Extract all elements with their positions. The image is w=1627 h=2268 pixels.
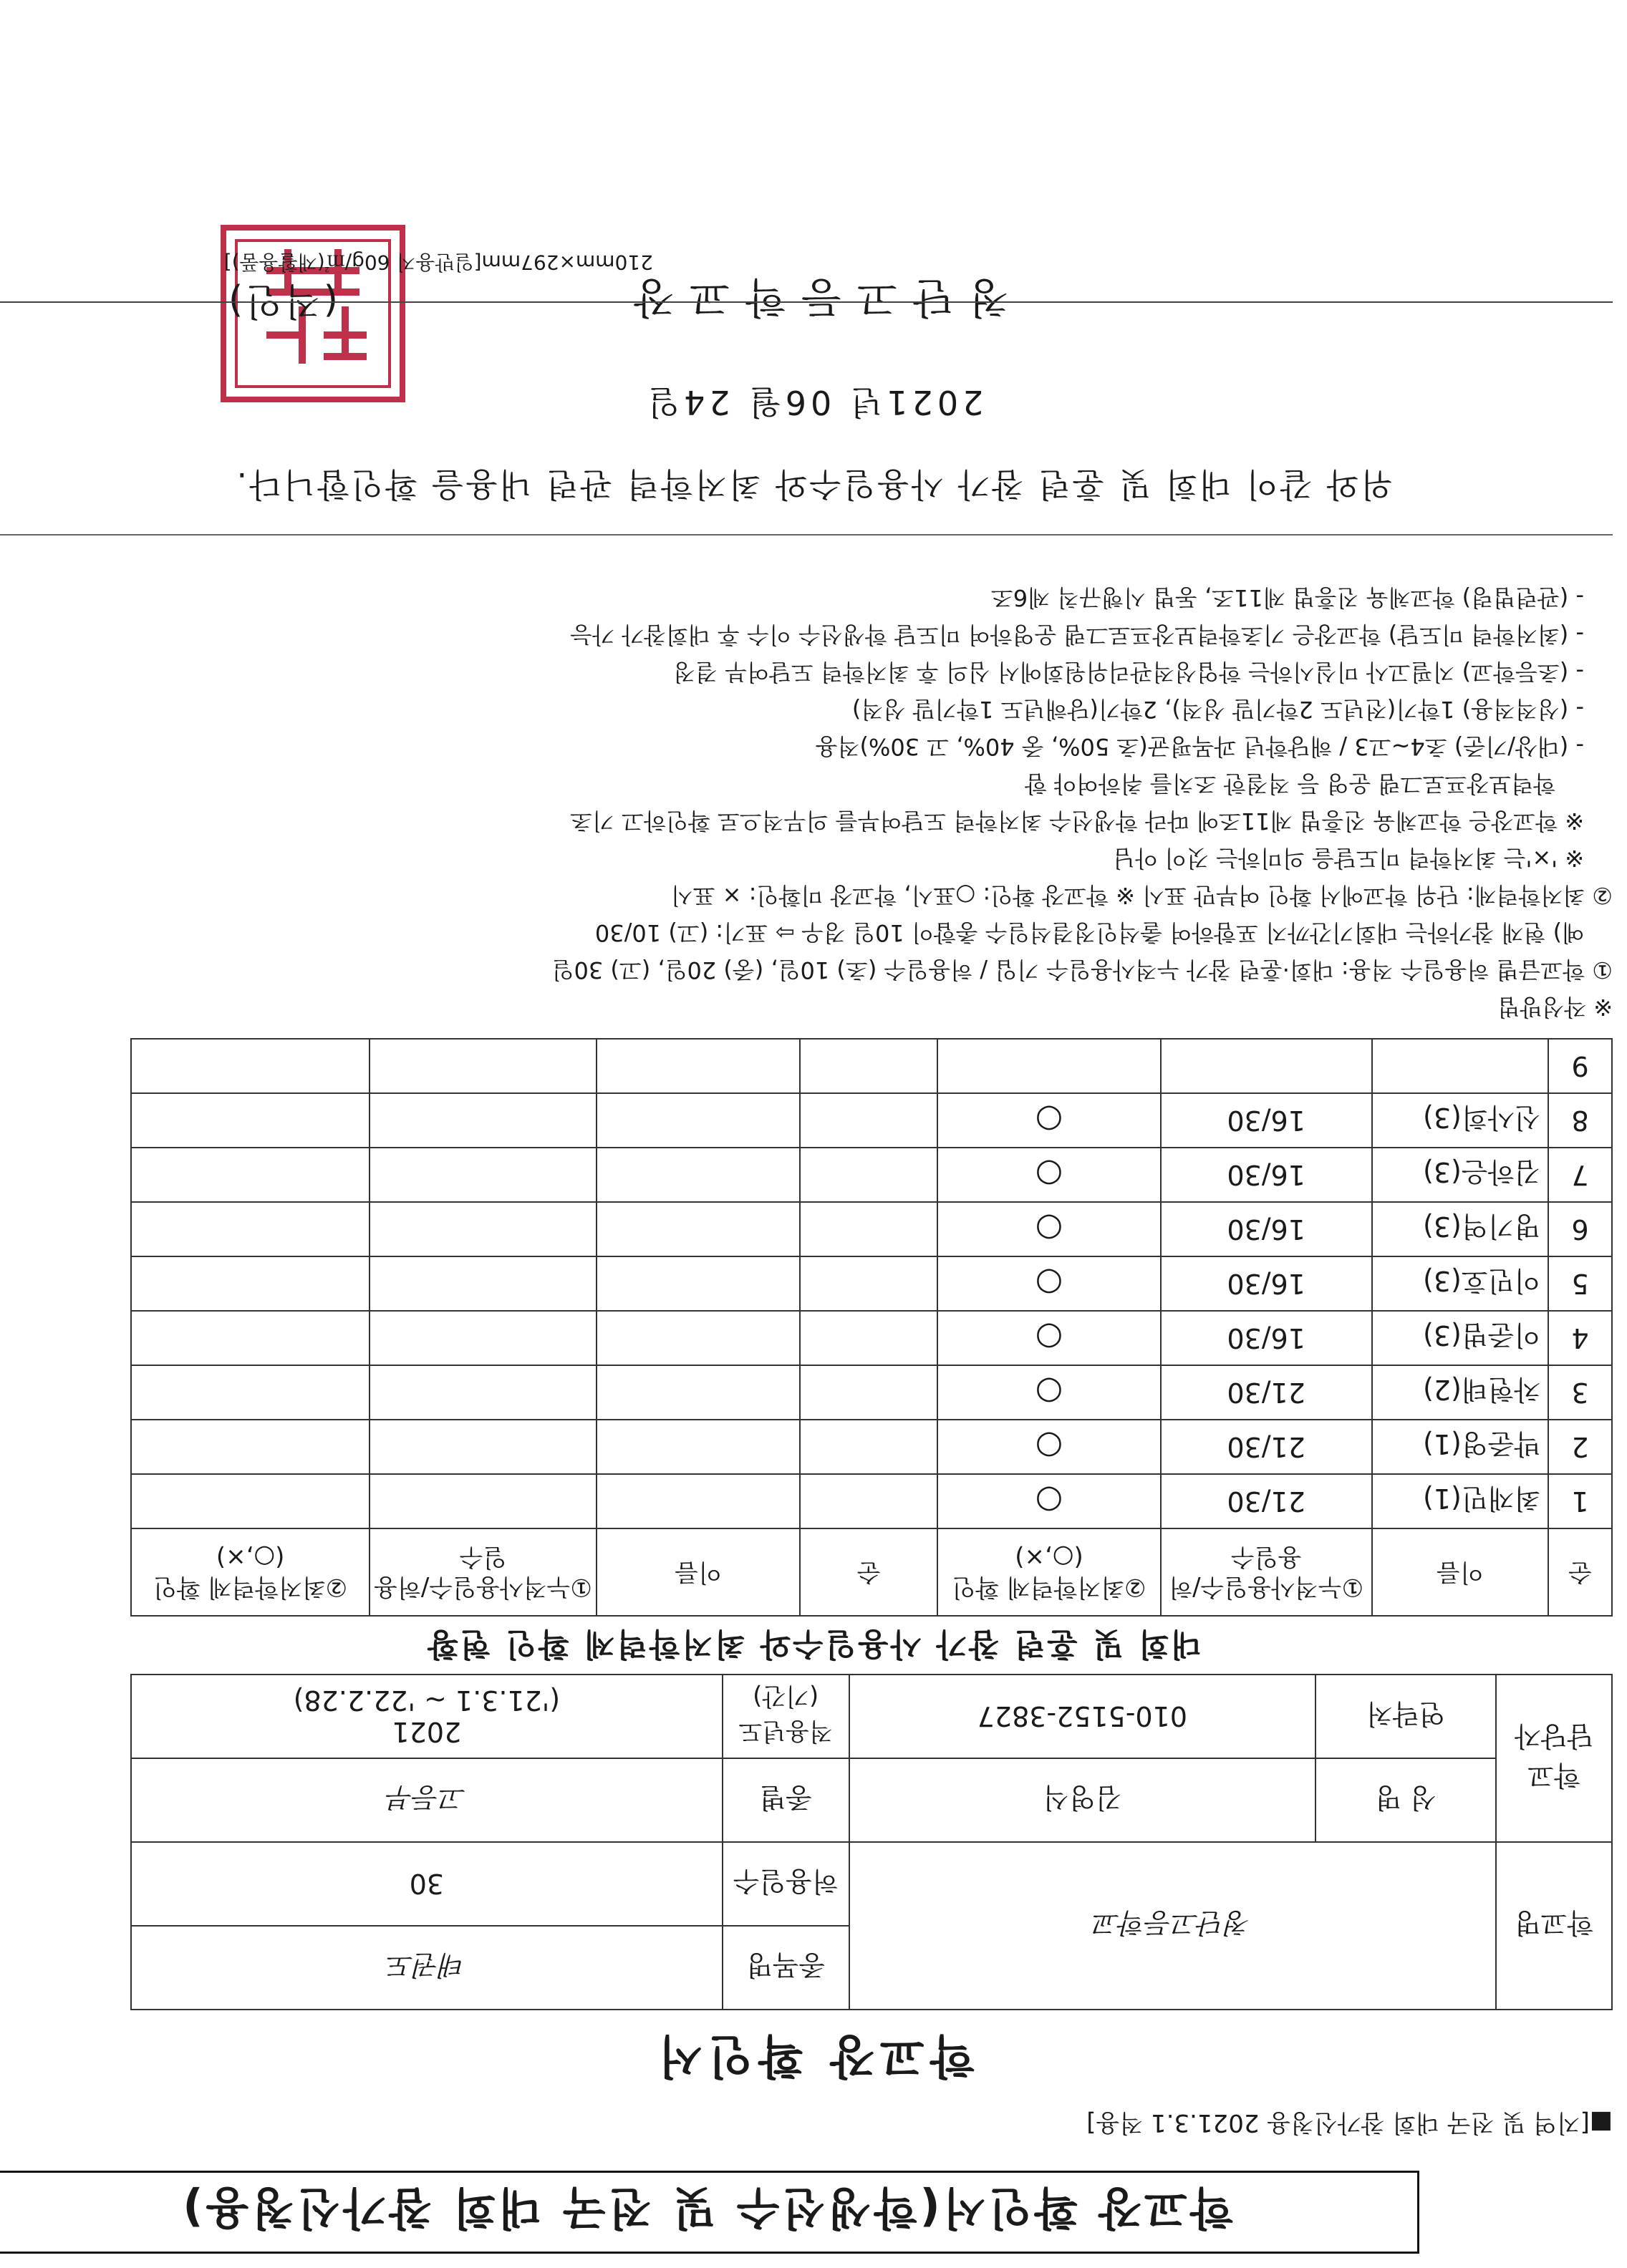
instructions xyxy=(16,579,1613,1026)
seal-label: (직인) xyxy=(225,279,338,322)
bottom-rule xyxy=(0,301,1613,303)
row-days xyxy=(1161,1039,1372,1093)
row-days: 16/30 xyxy=(1161,1311,1372,1365)
note-line: ※ 학교장은 학교체육 진흥법 제11조에 따라 학생선수 최저학력 도달여부를 의무적으로 확인하고 기초 xyxy=(570,808,1584,835)
table-row xyxy=(131,1093,1612,1148)
divider xyxy=(0,534,1613,536)
row-no: 1 xyxy=(1548,1474,1612,1528)
row-name xyxy=(1372,1039,1548,1093)
note-line: ② 최저학력제: 단위 학교에서 확인 여부만 표시 ※ 학교장 확인: ○표시, 학교장 미확인: × 표시 xyxy=(670,882,1613,909)
table-row xyxy=(131,1148,1612,1202)
note-line: 학력보장프로그램 운영 등 적절한 조치를 취하여야 함 xyxy=(1024,770,1555,798)
issue-date: 2021년 06월 24일 xyxy=(643,383,984,422)
note-line: - (대상/기준) 초4~고3 / 해당학년 과목평균(초 50%, 중 40%, 고 30%)적용 xyxy=(815,733,1584,760)
row-no: 4 xyxy=(1548,1311,1612,1365)
row-check: ○ xyxy=(937,1148,1160,1202)
sport-label: 종목명 xyxy=(723,1926,849,2010)
row-name: 최재민(1) xyxy=(1372,1474,1548,1528)
row-check: ○ xyxy=(937,1093,1160,1148)
row-no: 8 xyxy=(1548,1093,1612,1148)
paper-spec-note: 210mm×297mm[일반용지 60g/㎡(재활용품)] xyxy=(223,251,653,274)
row-check: ○ xyxy=(937,1256,1160,1311)
period-year: 2021 xyxy=(392,1716,462,1748)
header-name: 이름 xyxy=(1372,1528,1548,1616)
row-no: 7 xyxy=(1548,1148,1612,1202)
roster-header-row xyxy=(131,1528,1612,1616)
principal-name: 청단고등학교장 xyxy=(617,273,1010,322)
table-row xyxy=(131,1474,1612,1528)
header-no: 순 xyxy=(1548,1528,1612,1616)
contact-value: 010-5152-3827 xyxy=(849,1675,1315,1758)
school-label: 학교명 xyxy=(1496,1842,1612,2010)
table-row xyxy=(131,1420,1612,1474)
row-days: 21/30 xyxy=(1161,1474,1372,1528)
period-range: ('21.3.1 ~ '22.2.28) xyxy=(293,1685,561,1717)
header-check-2: ②최저학력제 확인(○,×) xyxy=(131,1528,370,1616)
allowed-days-label: 허용일수 xyxy=(723,1842,849,1926)
confirmation-statement: 위와 같이 대회 및 훈련 참가 사용일수와 최저학력 관련 내용을 확인합니다. xyxy=(234,465,1393,504)
row-name: 박준영(1) xyxy=(1372,1420,1548,1474)
row-days: 21/30 xyxy=(1161,1420,1372,1474)
row-days: 16/30 xyxy=(1161,1256,1372,1311)
table-row xyxy=(131,1256,1612,1311)
roster-title: 대회 및 훈련 참가 사용일수와 최저학력제 확인 현황 xyxy=(425,1626,1202,1662)
row-days: 16/30 xyxy=(1161,1093,1372,1148)
top-note: ■[지역 및 전국 대회 참가신청용 2021.3.1 적용] xyxy=(1086,2108,1613,2137)
row-check: ○ xyxy=(937,1474,1160,1528)
row-check: ○ xyxy=(937,1311,1160,1365)
form-subtitle: 학교장 확인서 xyxy=(652,2029,975,2082)
row-no: 6 xyxy=(1548,1202,1612,1256)
table-row xyxy=(131,1039,1612,1093)
table-row xyxy=(131,1202,1612,1256)
note-line: 예) 현재 참가하는 대회기간까지 포함하여 출석인정결석일수 총합이 10일 경우 ⇨ 표기: (고) 10/30 xyxy=(594,919,1584,946)
note-line: - (관련법령) 학교체육 진흥법 제11조, 동법 시행규칙 제6조 xyxy=(990,584,1584,611)
row-check xyxy=(937,1039,1160,1093)
school-info-table xyxy=(130,1674,1613,2010)
name-label: 성 명 xyxy=(1315,1758,1496,1842)
row-days: 16/30 xyxy=(1161,1148,1372,1202)
level-label: 종별 xyxy=(723,1758,849,1842)
row-no: 5 xyxy=(1548,1256,1612,1311)
row-no: 3 xyxy=(1548,1365,1612,1420)
note-line: ※ 작성방법 xyxy=(1497,994,1613,1021)
note-line: - (성적적용) 1학기(전년도 2학기말 성적), 2학기(당해년도 1학기말 성적) xyxy=(851,696,1584,723)
sport-value: 태권도 xyxy=(131,1926,723,2010)
header-no-2: 순 xyxy=(800,1528,937,1616)
note-line: ① 학교급별 허용일수 적용: 대회·훈련 참가 누적사용일수 기입 / 허용일수 (초) 10일, (중) 20일, (고) 30일 xyxy=(551,956,1613,984)
row-name: 김하은(3) xyxy=(1372,1148,1548,1202)
header-days-2: ①누적사용일수/허용일수 xyxy=(370,1528,597,1616)
note-line: ※ '×'는 최저학력 미도달을 의미하는 것이 아님 xyxy=(1113,845,1584,872)
header-name-2: 이름 xyxy=(597,1528,800,1616)
roster-table xyxy=(130,1038,1613,1617)
note-line: - (초등학교) 지필고사 미실시하는 학업성적관리위원회에서 심의 후 최저학력 도달여부 결정 xyxy=(673,659,1584,686)
row-days: 21/30 xyxy=(1161,1365,1372,1420)
school-value: 청단고등학교 xyxy=(849,1842,1496,2010)
row-name: 이준범(3) xyxy=(1372,1311,1548,1365)
note-line: - (최저학력 미도달) 학교장은 기초학력보장프로그램 운영하여 미도달 학생선수 이수 후 대회참가 가능 xyxy=(570,621,1584,649)
row-name: 이민호(3) xyxy=(1372,1256,1548,1311)
allowed-days-value: 30 xyxy=(131,1842,723,1926)
period-cell xyxy=(131,1675,723,1758)
period-label: 적용년도 (기간) xyxy=(723,1675,849,1758)
row-name: 신사희(3) xyxy=(1372,1093,1548,1148)
row-name: 차현태(2) xyxy=(1372,1365,1548,1420)
table-row xyxy=(131,1311,1612,1365)
level-value: 고등부 xyxy=(131,1758,723,1842)
row-no: 9 xyxy=(1548,1039,1612,1093)
row-check: ○ xyxy=(937,1202,1160,1256)
row-check: ○ xyxy=(937,1420,1160,1474)
header-days: ①누적사용일수/허용일수 xyxy=(1161,1528,1372,1616)
table-row xyxy=(131,1365,1612,1420)
row-no: 2 xyxy=(1548,1420,1612,1474)
teacher-group-label: 학교 담당자 xyxy=(1496,1675,1612,1842)
contact-label: 연락처 xyxy=(1315,1675,1496,1758)
row-check: ○ xyxy=(937,1365,1160,1420)
header-check: ②최저학력제 확인(○,×) xyxy=(937,1528,1160,1616)
name-value: 김영식 xyxy=(849,1758,1315,1842)
row-name: 명기역(3) xyxy=(1372,1202,1548,1256)
row-days: 16/30 xyxy=(1161,1202,1372,1256)
document-title: 학교장 확인서(학생선수 및 전국 대회 참가신청용) xyxy=(0,2171,1419,2254)
